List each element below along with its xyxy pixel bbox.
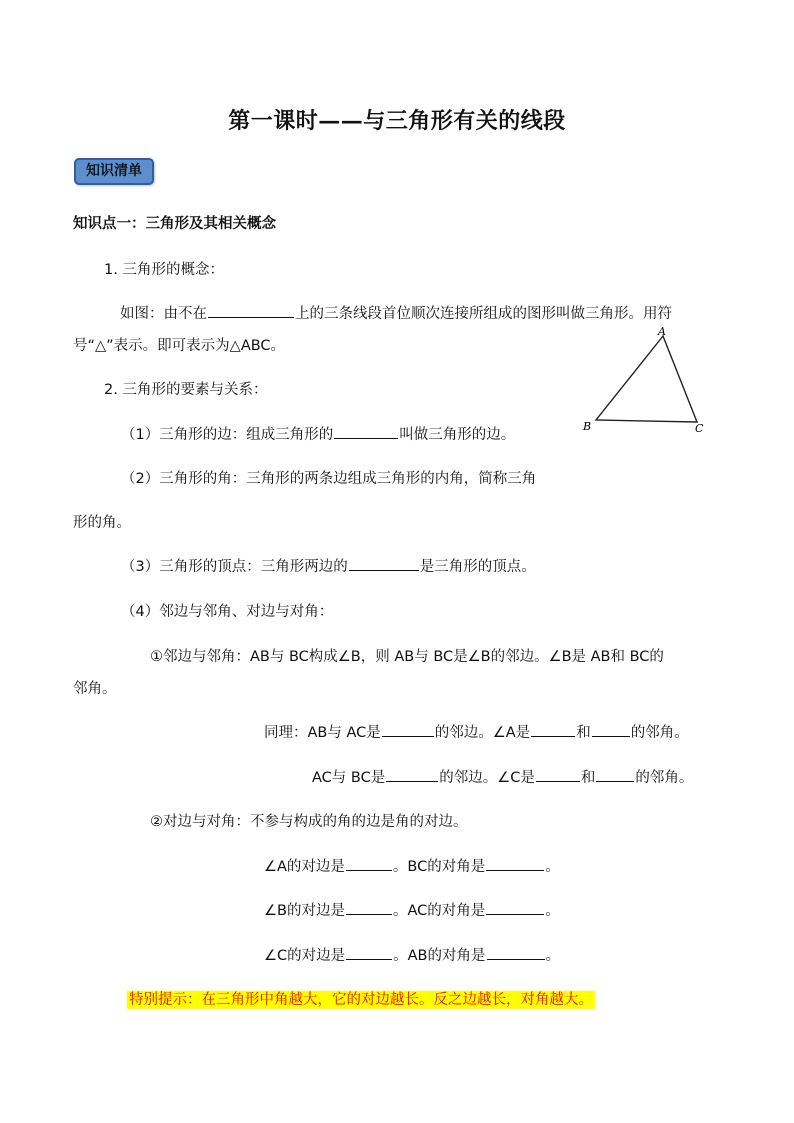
blank-angle-a-sides [382, 721, 434, 737]
blank-oppA-side [346, 855, 392, 871]
knowledge-list-badge: 知识清单 [74, 158, 154, 185]
adjacent-line1: ①邻边与邻角：AB与 BC构成∠B，则 AB与 BC是∠B的邻边。∠B是 AB和 BC的 [150, 649, 664, 665]
angle-line2: 形的角。 [73, 515, 131, 531]
oppB-text-b: 。AC的对角是 [392, 903, 486, 919]
oppC-text-a: ∠C的对边是 [264, 948, 346, 964]
vertex-text-b: 是三角形的顶点。 [419, 559, 536, 575]
special-tip-text: 特别提示：在三角形中角越大，它的对边越长。反之边越长，对角越大。 [129, 992, 593, 1008]
blank-oppC-side [346, 944, 392, 960]
oppB-text-c: 。 [545, 903, 560, 919]
triangle-abc-figure [580, 322, 710, 438]
blank-vertex [349, 555, 419, 571]
same-text-c: 和 [576, 725, 591, 741]
vertex-label-a: A [658, 325, 666, 338]
item1-line1-text-a: 如图：由不在 [120, 306, 207, 322]
opposite-c-line [264, 944, 560, 965]
blank-angle-c-sides [386, 766, 438, 782]
item1-line1 [120, 302, 672, 323]
oppB-text-a: ∠B的对边是 [264, 903, 345, 919]
same-line [264, 721, 689, 742]
item2-heading: 2. 三角形的要素与关系： [104, 382, 268, 398]
ac-text-d: 的邻角。 [635, 770, 694, 786]
blank-edge [334, 423, 398, 439]
edge-text-b: 叫做三角形的边。 [399, 427, 516, 443]
ac-text-a: AC与 BC是 [312, 770, 386, 786]
ac-text-c: 和 [580, 770, 596, 786]
item1-line1-text-b: 上的三条线段首位顺次连接所组成的图形叫做三角形。用符 [295, 306, 672, 322]
triangle-abc-shape [596, 336, 697, 422]
section-heading-1: 知识点一：三角形及其相关概念 [73, 216, 276, 232]
page-title: 第一课时——与三角形有关的线段 [228, 108, 566, 134]
ac-text-b: 的邻边。∠C是 [439, 770, 535, 786]
vertex-text-a: （3）三角形的顶点：三角形两边的 [121, 559, 348, 575]
special-tip [127, 988, 595, 1009]
sub4-heading: （4）邻边与邻角、对边与对角： [121, 604, 334, 620]
ac-bc-line [312, 766, 693, 787]
vertex-label-c: C [695, 422, 704, 435]
opposite-b-line [264, 899, 560, 920]
same-text-b: 的邻边。∠A是 [434, 725, 531, 741]
oppC-text-b: 。AB的对角是 [393, 948, 486, 964]
edge-line [121, 423, 515, 444]
blank-oppA-angle [486, 855, 544, 871]
blank-not-same-line [208, 302, 294, 318]
vertex-line [121, 555, 536, 576]
same-text-a: 同理：AB与 AC是 [264, 725, 381, 741]
blank-angle-a-side2 [592, 721, 630, 737]
blank-angle-c-side1 [536, 766, 580, 782]
oppA-text-c: 。 [545, 859, 560, 875]
item1-line2: 号“△”表示。即可表示为△ABC。 [73, 338, 286, 354]
adjacent-line2: 邻角。 [73, 681, 117, 697]
oppC-text-c: 。 [545, 948, 560, 964]
blank-angle-c-side2 [596, 766, 634, 782]
edge-text-a: （1）三角形的边：组成三角形的 [121, 427, 334, 443]
same-text-d: 的邻角。 [630, 725, 689, 741]
angle-line1: （2）三角形的角：三角形的两条边组成三角形的内角，简称三角 [121, 471, 537, 487]
vertex-label-b: B [583, 420, 592, 433]
blank-angle-a-side1 [531, 721, 575, 737]
opposite-intro: ②对边与对角：不参与构成的角的边是角的对边。 [150, 814, 468, 830]
blank-oppB-side [346, 899, 392, 915]
blank-oppC-angle [487, 944, 545, 960]
oppA-text-a: ∠A的对边是 [264, 859, 345, 875]
opposite-a-line [264, 855, 560, 876]
oppA-text-b: 。BC的对角是 [392, 859, 486, 875]
item1-heading: 1. 三角形的概念： [104, 262, 224, 278]
blank-oppB-angle [486, 899, 544, 915]
